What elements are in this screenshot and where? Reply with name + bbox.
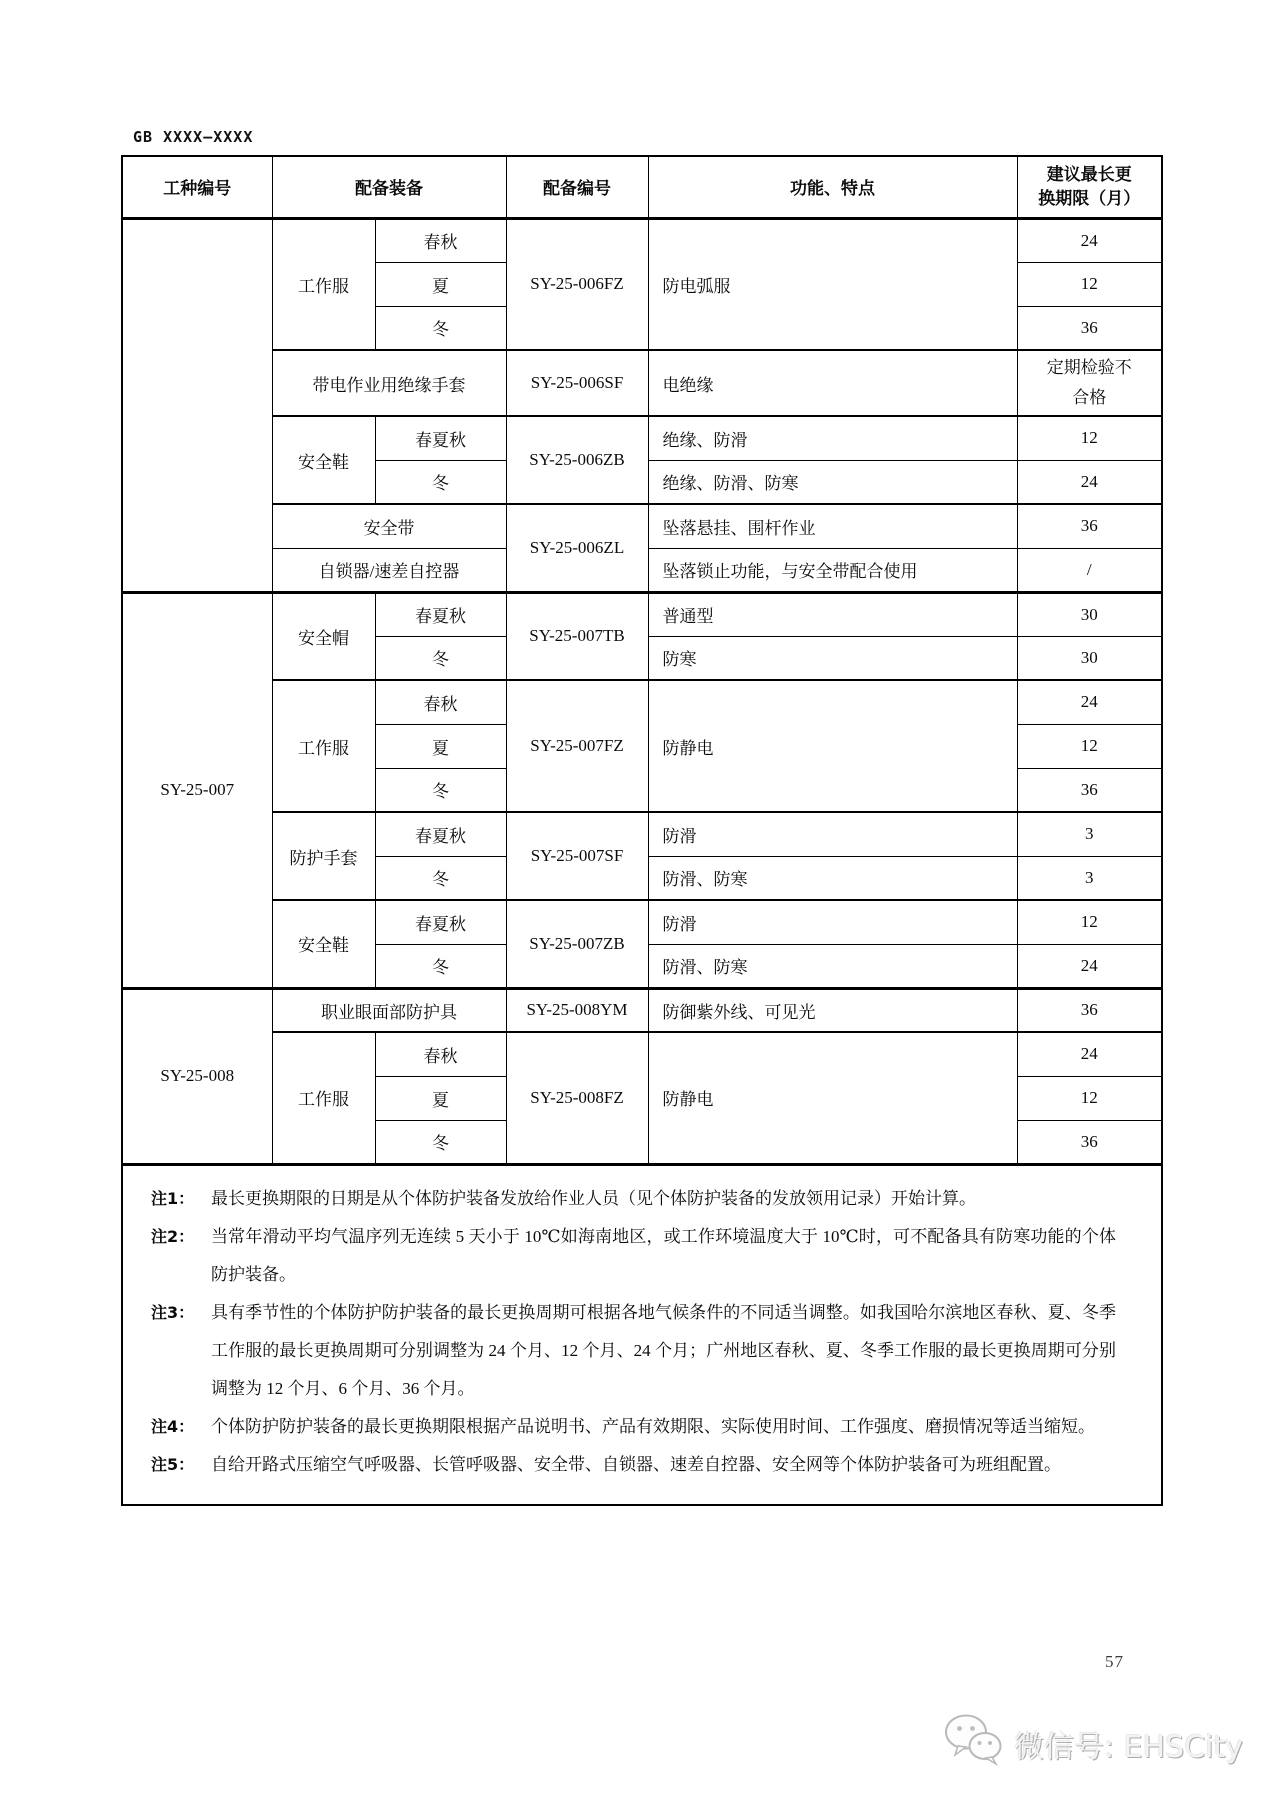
cell-code: SY-25-006SF [506,350,648,416]
header-row [122,156,1162,218]
cell-period: 30 [1017,592,1162,636]
header-period [1017,156,1162,218]
table-row [122,1032,1162,1076]
table-row [122,900,1162,944]
cell-item: 安全带 [272,504,506,548]
note-text: 当常年滑动平均气温序列无连续 5 天小于 10℃如海南地区，或工作环境温度大于 10℃时，可不配备具有防寒功能的个体防护装备。 [211,1226,1116,1284]
cell-item: 工作服 [272,680,375,812]
header-equipment: 配备装备 [272,156,506,218]
note-3 [151,1294,1143,1408]
cell-period: 3 [1017,856,1162,900]
cell-period-text: 定期检验不合格 [1046,358,1132,407]
notes-row [122,1164,1162,1505]
cell-section-id: SY-25-008 [122,988,272,1164]
note-2 [151,1218,1143,1294]
cell-period: / [1017,548,1162,592]
cell-period: 36 [1017,504,1162,548]
cell-code: SY-25-006ZB [506,416,648,504]
cell-season: 冬 [375,636,506,680]
table-row [122,504,1162,548]
cell-section-id: SY-25-007 [122,592,272,988]
cell-period: 36 [1017,306,1162,350]
table-header [122,156,1162,218]
cell-period: 24 [1017,680,1162,724]
cell-season: 春秋 [375,1032,506,1076]
watermark [942,1712,1243,1775]
table-row [122,812,1162,856]
cell-code: SY-25-007TB [506,592,648,680]
cell-code: SY-25-007ZB [506,900,648,988]
cell-season: 春秋 [375,218,506,262]
cell-period: 36 [1017,988,1162,1032]
cell-season: 冬 [375,944,506,988]
table-row [122,988,1162,1032]
cell-season: 冬 [375,1120,506,1164]
cell-period: 24 [1017,218,1162,262]
cell-item: 自锁器/速差自控器 [272,548,506,592]
cell-item: 防护手套 [272,812,375,900]
cell-season: 冬 [375,460,506,504]
cell-season: 春夏秋 [375,900,506,944]
cell-feature: 防滑、防寒 [648,944,1017,988]
cell-season: 冬 [375,768,506,812]
cell-period: 12 [1017,1076,1162,1120]
header-period-line1: 建议最长更 [1046,164,1132,185]
cell-period [1017,350,1162,416]
cell-season: 夏 [375,724,506,768]
cell-season: 夏 [375,262,506,306]
cell-item: 安全鞋 [272,900,375,988]
note-label: 注2： [151,1226,195,1246]
note-text: 自给开路式压缩空气呼吸器、长管呼吸器、安全带、自锁器、速差自控器、安全网等个体防护装备可为班组配置。 [211,1454,1061,1474]
cell-feature: 防寒 [648,636,1017,680]
cell-item: 安全帽 [272,592,375,680]
cell-season: 春夏秋 [375,416,506,460]
cell-feature: 坠落锁止功能，与安全带配合使用 [648,548,1017,592]
cell-feature: 防滑 [648,812,1017,856]
cell-feature: 坠落悬挂、围杆作业 [648,504,1017,548]
cell-code: SY-25-008YM [506,988,648,1032]
note-label: 注5： [151,1454,195,1474]
cell-feature: 绝缘、防滑、防寒 [648,460,1017,504]
cell-period: 24 [1017,944,1162,988]
cell-code: SY-25-007FZ [506,680,648,812]
cell-period: 36 [1017,1120,1162,1164]
cell-season: 春秋 [375,680,506,724]
cell-feature: 防静电 [648,1032,1017,1164]
header-job-code: 工种编号 [122,156,272,218]
table-row [122,350,1162,416]
note-text: 具有季节性的个体防护防护装备的最长更换周期可根据各地气候条件的不同适当调整。如我国哈尔滨地区春秋、夏、冬季工作服的最长更换周期可分别调整为 24 个月、12 个月、24 个月；广州地区春秋、夏、冬季工作服的最长更换周期可分别调整为 12 个月、6 个月、36 个月。 [211,1302,1116,1398]
note-1 [151,1180,1143,1218]
cell-period: 24 [1017,1032,1162,1076]
cell-item: 工作服 [272,218,375,350]
cell-season: 冬 [375,856,506,900]
cell-feature: 普通型 [648,592,1017,636]
table-row [122,218,1162,262]
cell-code: SY-25-006ZL [506,504,648,592]
header-equip-code: 配备编号 [506,156,648,218]
note-label: 注4： [151,1416,195,1436]
cell-period: 3 [1017,812,1162,856]
cell-section-id [122,218,272,592]
cell-season: 冬 [375,306,506,350]
cell-item: 职业眼面部防护具 [272,988,506,1032]
note-4 [151,1408,1143,1446]
note-5 [151,1446,1143,1484]
cell-code: SY-25-008FZ [506,1032,648,1164]
table-row [122,592,1162,636]
note-label: 注3： [151,1302,195,1322]
cell-period: 36 [1017,768,1162,812]
table-row [122,416,1162,460]
cell-feature: 绝缘、防滑 [648,416,1017,460]
cell-feature: 电绝缘 [648,350,1017,416]
cell-period: 12 [1017,416,1162,460]
note-label: 注1： [151,1188,195,1208]
cell-period: 12 [1017,262,1162,306]
wechat-icon [942,1712,1004,1775]
cell-feature: 防静电 [648,680,1017,812]
ppe-table [121,155,1163,1506]
cell-item: 安全鞋 [272,416,375,504]
note-text: 最长更换期限的日期是从个体防护装备发放给作业人员（见个体防护装备的发放领用记录）开始计算。 [211,1188,976,1208]
cell-item: 带电作业用绝缘手套 [272,350,506,416]
doc-code: GB XXXX—XXXX [133,128,254,146]
cell-feature: 防电弧服 [648,218,1017,350]
cell-item: 工作服 [272,1032,375,1164]
table-row [122,680,1162,724]
cell-period: 24 [1017,460,1162,504]
cell-feature: 防滑 [648,900,1017,944]
cell-season: 春夏秋 [375,812,506,856]
header-features: 功能、特点 [648,156,1017,218]
cell-feature: 防滑、防寒 [648,856,1017,900]
watermark-text: 微信号: EHSCity [1014,1729,1243,1765]
notes-cell [122,1164,1162,1505]
cell-period: 30 [1017,636,1162,680]
cell-season: 夏 [375,1076,506,1120]
cell-code: SY-25-007SF [506,812,648,900]
cell-period: 12 [1017,900,1162,944]
cell-code: SY-25-006FZ [506,218,648,350]
note-text: 个体防护防护装备的最长更换期限根据产品说明书、产品有效期限、实际使用时间、工作强度、磨损情况等适当缩短。 [211,1416,1095,1436]
page-number: 57 [1105,1652,1124,1671]
cell-period: 12 [1017,724,1162,768]
header-period-line2: 换期限（月） [1038,188,1141,209]
cell-feature: 防御紫外线、可见光 [648,988,1017,1032]
cell-season: 春夏秋 [375,592,506,636]
